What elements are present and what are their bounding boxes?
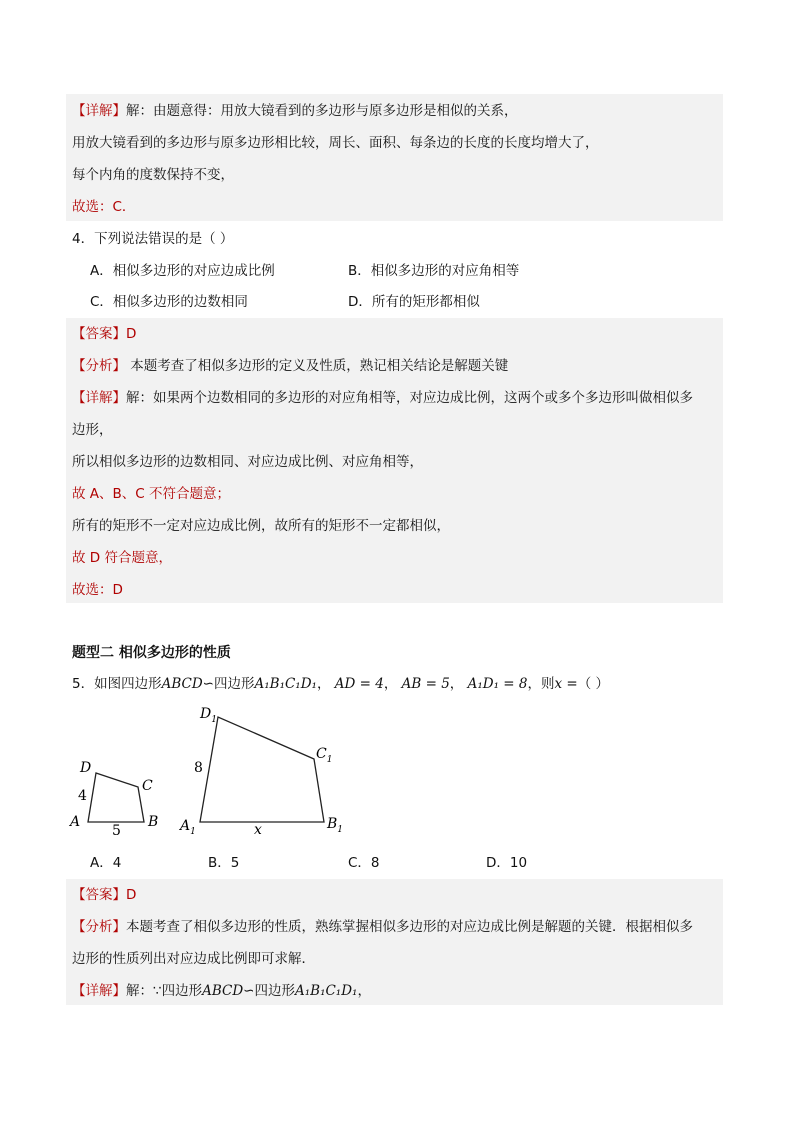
q5-figure — [60, 700, 360, 842]
q5-option-b: B．5 — [208, 855, 240, 871]
detail-tag: 【详解】 — [72, 103, 126, 119]
block1-line2: 用放大镜看到的多边形与原多边形相比较，周长、面积、每条边的长度的长度均增大了， — [72, 135, 599, 151]
q4-detail-6: 故 D 符合题意， — [72, 550, 172, 566]
large-quadrilateral — [200, 717, 324, 822]
q4-answer: 【答案】D — [72, 326, 137, 342]
side-a1b1: x — [254, 822, 262, 838]
block1-line1: 【详解】解：由题意得：用放大镜看到的多边形与原多边形是相似的关系， — [72, 103, 518, 119]
q5-stem: 5．如图四边形ABCD∽四边形A₁B₁C₁D₁， AD = 4， AB = 5， A₁D₁ = 8，则x =（ ） — [72, 676, 609, 692]
label-d1: $D_1$ — [200, 706, 217, 725]
q5-answer: 【答案】D — [72, 887, 137, 903]
q4-stem: 4．下列说法错误的是（ ） — [72, 231, 234, 247]
q4-option-b: B．相似多边形的对应角相等 — [348, 263, 520, 279]
side-ab: 5 — [112, 823, 121, 839]
label-b1: $B_1$ — [327, 816, 344, 835]
q4-detail-3: 所以相似多边形的边数相同、对应边成比例、对应角相等， — [72, 454, 423, 470]
q5-detail: 【详解】解：∵四边形ABCD∽四边形A₁B₁C₁D₁， — [72, 983, 371, 999]
q5-option-a: A．4 — [90, 855, 122, 871]
label-b: B — [148, 814, 159, 830]
q4-detail-4: 故 A、B、C 不符合题意； — [72, 486, 231, 502]
side-a1d1: 8 — [194, 760, 203, 776]
q5-analysis-2: 边形的性质列出对应边成比例即可求解． — [72, 951, 315, 967]
q4-option-d: D．所有的矩形都相似 — [348, 294, 480, 310]
q5-option-d: D．10 — [486, 855, 528, 871]
q5-option-c: C．8 — [348, 855, 380, 871]
label-a1: $A_1$ — [180, 818, 196, 837]
q4-detail-1: 【详解】解：如果两个边数相同的多边形的对应角相等，对应边成比例，这两个或多个多边形叫做相似多 — [72, 390, 693, 406]
label-c: C — [142, 778, 153, 794]
side-ad: 4 — [78, 788, 87, 804]
label-a: A — [70, 814, 81, 830]
section-title: 题型二 相似多边形的性质 — [72, 645, 231, 661]
q5-analysis-1: 【分析】本题考查了相似多边形的性质，熟练掌握相似多边形的对应边成比例是解题的关键．根据相似多 — [72, 919, 693, 935]
q4-option-a: A．相似多边形的对应边成比例 — [90, 263, 275, 279]
q4-detail-7: 故选：D — [72, 582, 123, 598]
q4-detail-5: 所有的矩形不一定对应边成比例，故所有的矩形不一定都相似， — [72, 518, 450, 534]
label-c1: $C_1$ — [316, 746, 333, 765]
q4-option-c: C．相似多边形的边数相同 — [90, 294, 248, 310]
small-quadrilateral — [88, 773, 144, 822]
block1-line3: 每个内角的度数保持不变， — [72, 167, 234, 183]
q4-detail-2: 边形， — [72, 422, 113, 438]
label-d: D — [80, 760, 92, 776]
q4-analysis: 【分析】 本题考查了相似多边形的定义及性质，熟记相关结论是解题关键 — [72, 358, 509, 374]
block1-line4: 故选：C． — [72, 199, 136, 215]
